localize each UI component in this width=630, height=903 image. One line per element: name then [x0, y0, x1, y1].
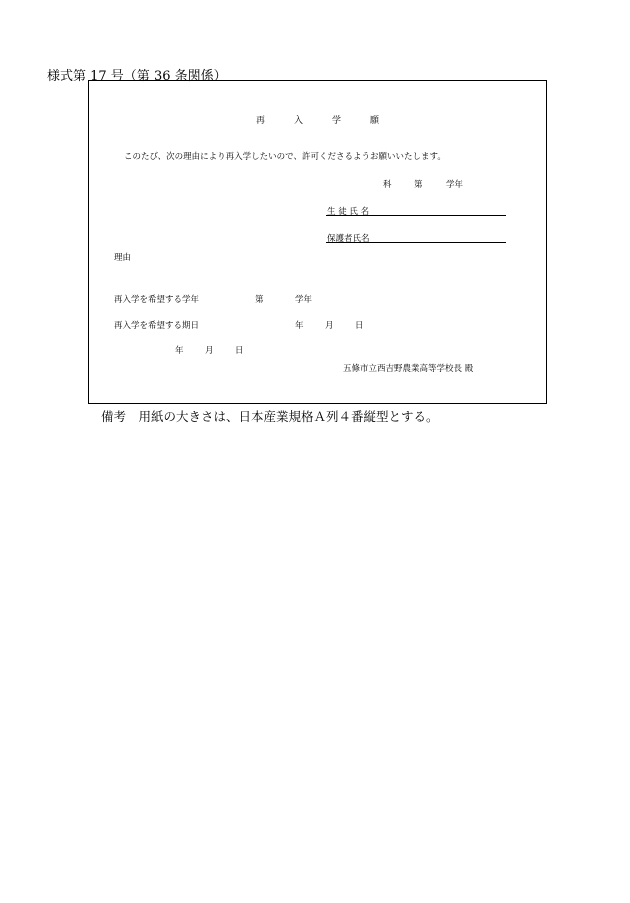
submit-date-year: 年: [175, 346, 184, 356]
grade-suffix: 学年: [446, 180, 464, 190]
desired-grade-suffix: 学年: [295, 295, 313, 305]
department-label: 科: [383, 180, 392, 190]
student-name-line[interactable]: [326, 215, 506, 216]
addressee: 五條市立西吉野農業高等学校長 殿: [343, 364, 474, 374]
form-number: 様式第 17 号（第 36 条関係）: [47, 69, 227, 84]
desired-date-day: 日: [355, 321, 364, 331]
submit-date-month: 月: [205, 346, 214, 356]
submit-date-day: 日: [235, 346, 244, 356]
reason-label: 理由: [114, 253, 132, 263]
title-char-4: 願: [370, 116, 380, 126]
desired-grade-label: 再入学を希望する学年: [114, 295, 200, 305]
student-name-label: 生 徒 氏 名: [327, 207, 370, 217]
form-title: [256, 113, 379, 126]
remark-note: 備考 用紙の大きさは、日本産業規格Ａ列４番縦型とする。: [101, 409, 439, 424]
grade-prefix: 第: [414, 180, 423, 190]
desired-grade-prefix: 第: [255, 295, 264, 305]
title-char-2: 入: [294, 116, 304, 126]
title-char-1: 再: [256, 116, 266, 126]
title-char-3: 学: [332, 116, 342, 126]
desired-date-year: 年: [295, 321, 304, 331]
guardian-name-line[interactable]: [326, 242, 506, 243]
desired-date-month: 月: [325, 321, 334, 331]
guardian-name-label: 保護者氏名: [327, 234, 370, 244]
desired-date-label: 再入学を希望する期日: [114, 321, 200, 331]
request-text: このたび、次の理由により再入学したいので、許可くださるようお願いいたします。: [124, 152, 446, 162]
